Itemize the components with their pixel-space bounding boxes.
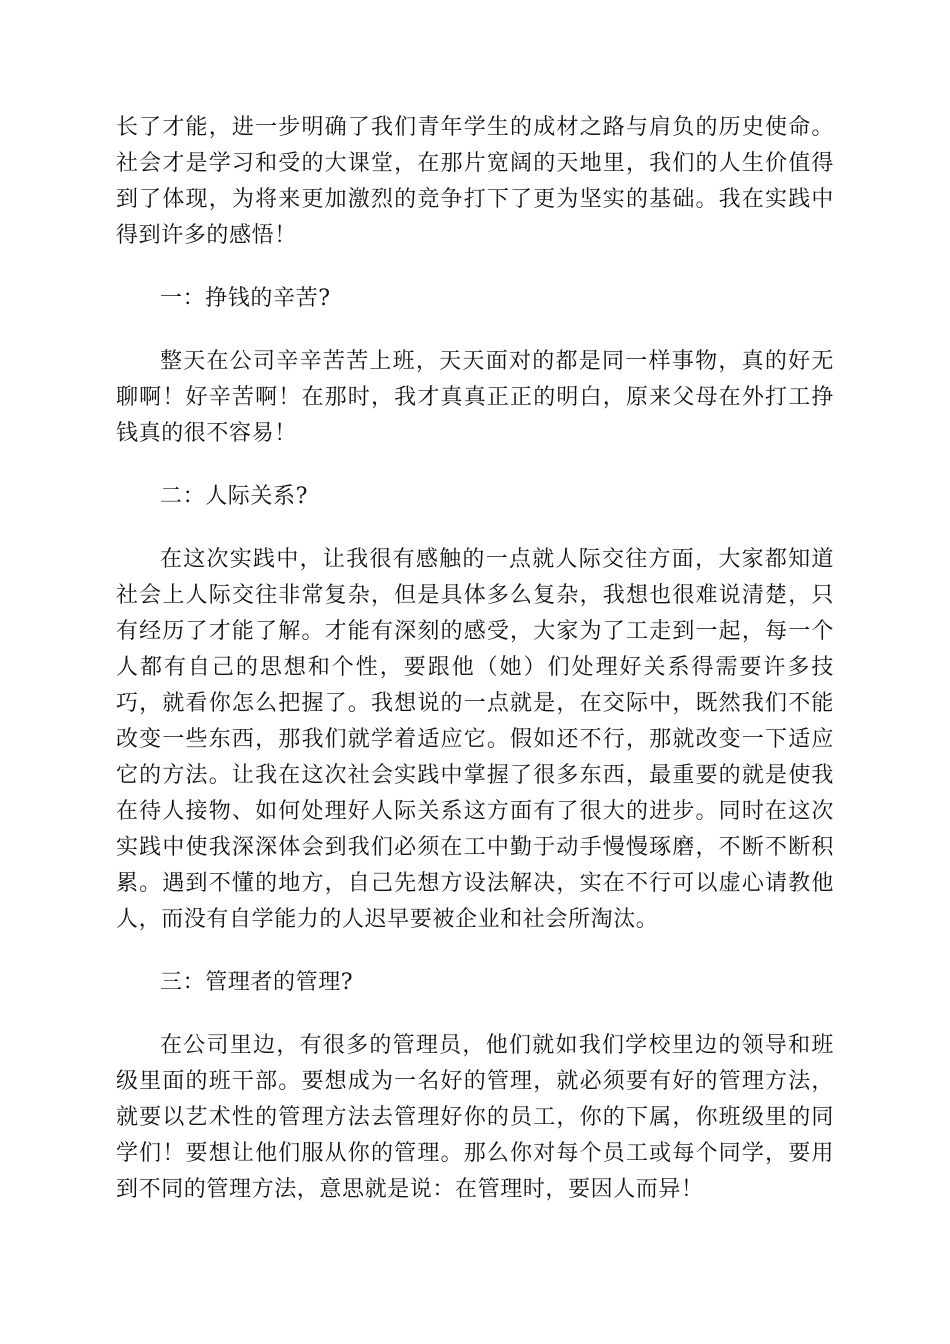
section-heading-earning: 一：挣钱的辛苦? [160, 286, 331, 311]
document-page [116, 110, 834, 1208]
section-body-management: 在公司里边，有很多的管理员，他们就如我们学校里边的领导和班级里面的班干部。要想成为一名好的管理，就必须要有好的管理方法，就要以艺术性的管理方法去管理好你的员工，你的下属，你班级里的同学们！要想让他们服从你的管理。那么你对每个员工或每个同学，要用到不同的管理方法，意思就是说：在管理时，要因人而异！ [116, 1033, 834, 1202]
section-heading-relationships: 二：人际关系? [160, 484, 308, 509]
section-body-relationships: 在这次实践中，让我很有感触的一点就人际交往方面，大家都知道社会上人际交往非常复杂，但是具体多么复杂，我想也很难说清楚，只有经历了才能了解。才能有深刻的感受，大家为了工走到一起，每一个人都有自己的思想和个性，要跟他（她）们处理好关系得需要许多技巧，就看你怎么把握了。我想说的一点就是，在交际中，既然我们不能改变一些东西，那我们就学着适应它。假如还不行，那就改变一下适应它的方法。让我在这次社会实践中掌握了很多东西，最重要的就是使我在待人接物、如何处理好人际关系这方面有了很大的进步。同时在这次实践中使我深深体会到我们必须在工中勤于动手慢慢琢磨，不断不断积累。遇到不懂的地方，自己先想方设法解决，实在不行可以虚心请教他人，而没有自学能力的人迟早要被企业和社会所淘汰。 [116, 547, 834, 932]
intro-paragraph: 长了才能，进一步明确了我们青年学生的成材之路与肩负的历史使命。社会才是学习和受的大课堂，在那片宽阔的天地里，我们的人生价值得到了体现，为将来更加激烈的竞争打下了更为坚实的基础。我在实践中得到许多的感悟！ [116, 115, 834, 248]
section-heading-management: 三：管理者的管理? [160, 970, 354, 995]
section-body-earning: 整天在公司辛辛苦苦上班，天天面对的都是同一样事物，真的好无聊啊！好辛苦啊！在那时，我才真真正正的明白，原来父母在外打工挣钱真的很不容易！ [116, 349, 834, 446]
